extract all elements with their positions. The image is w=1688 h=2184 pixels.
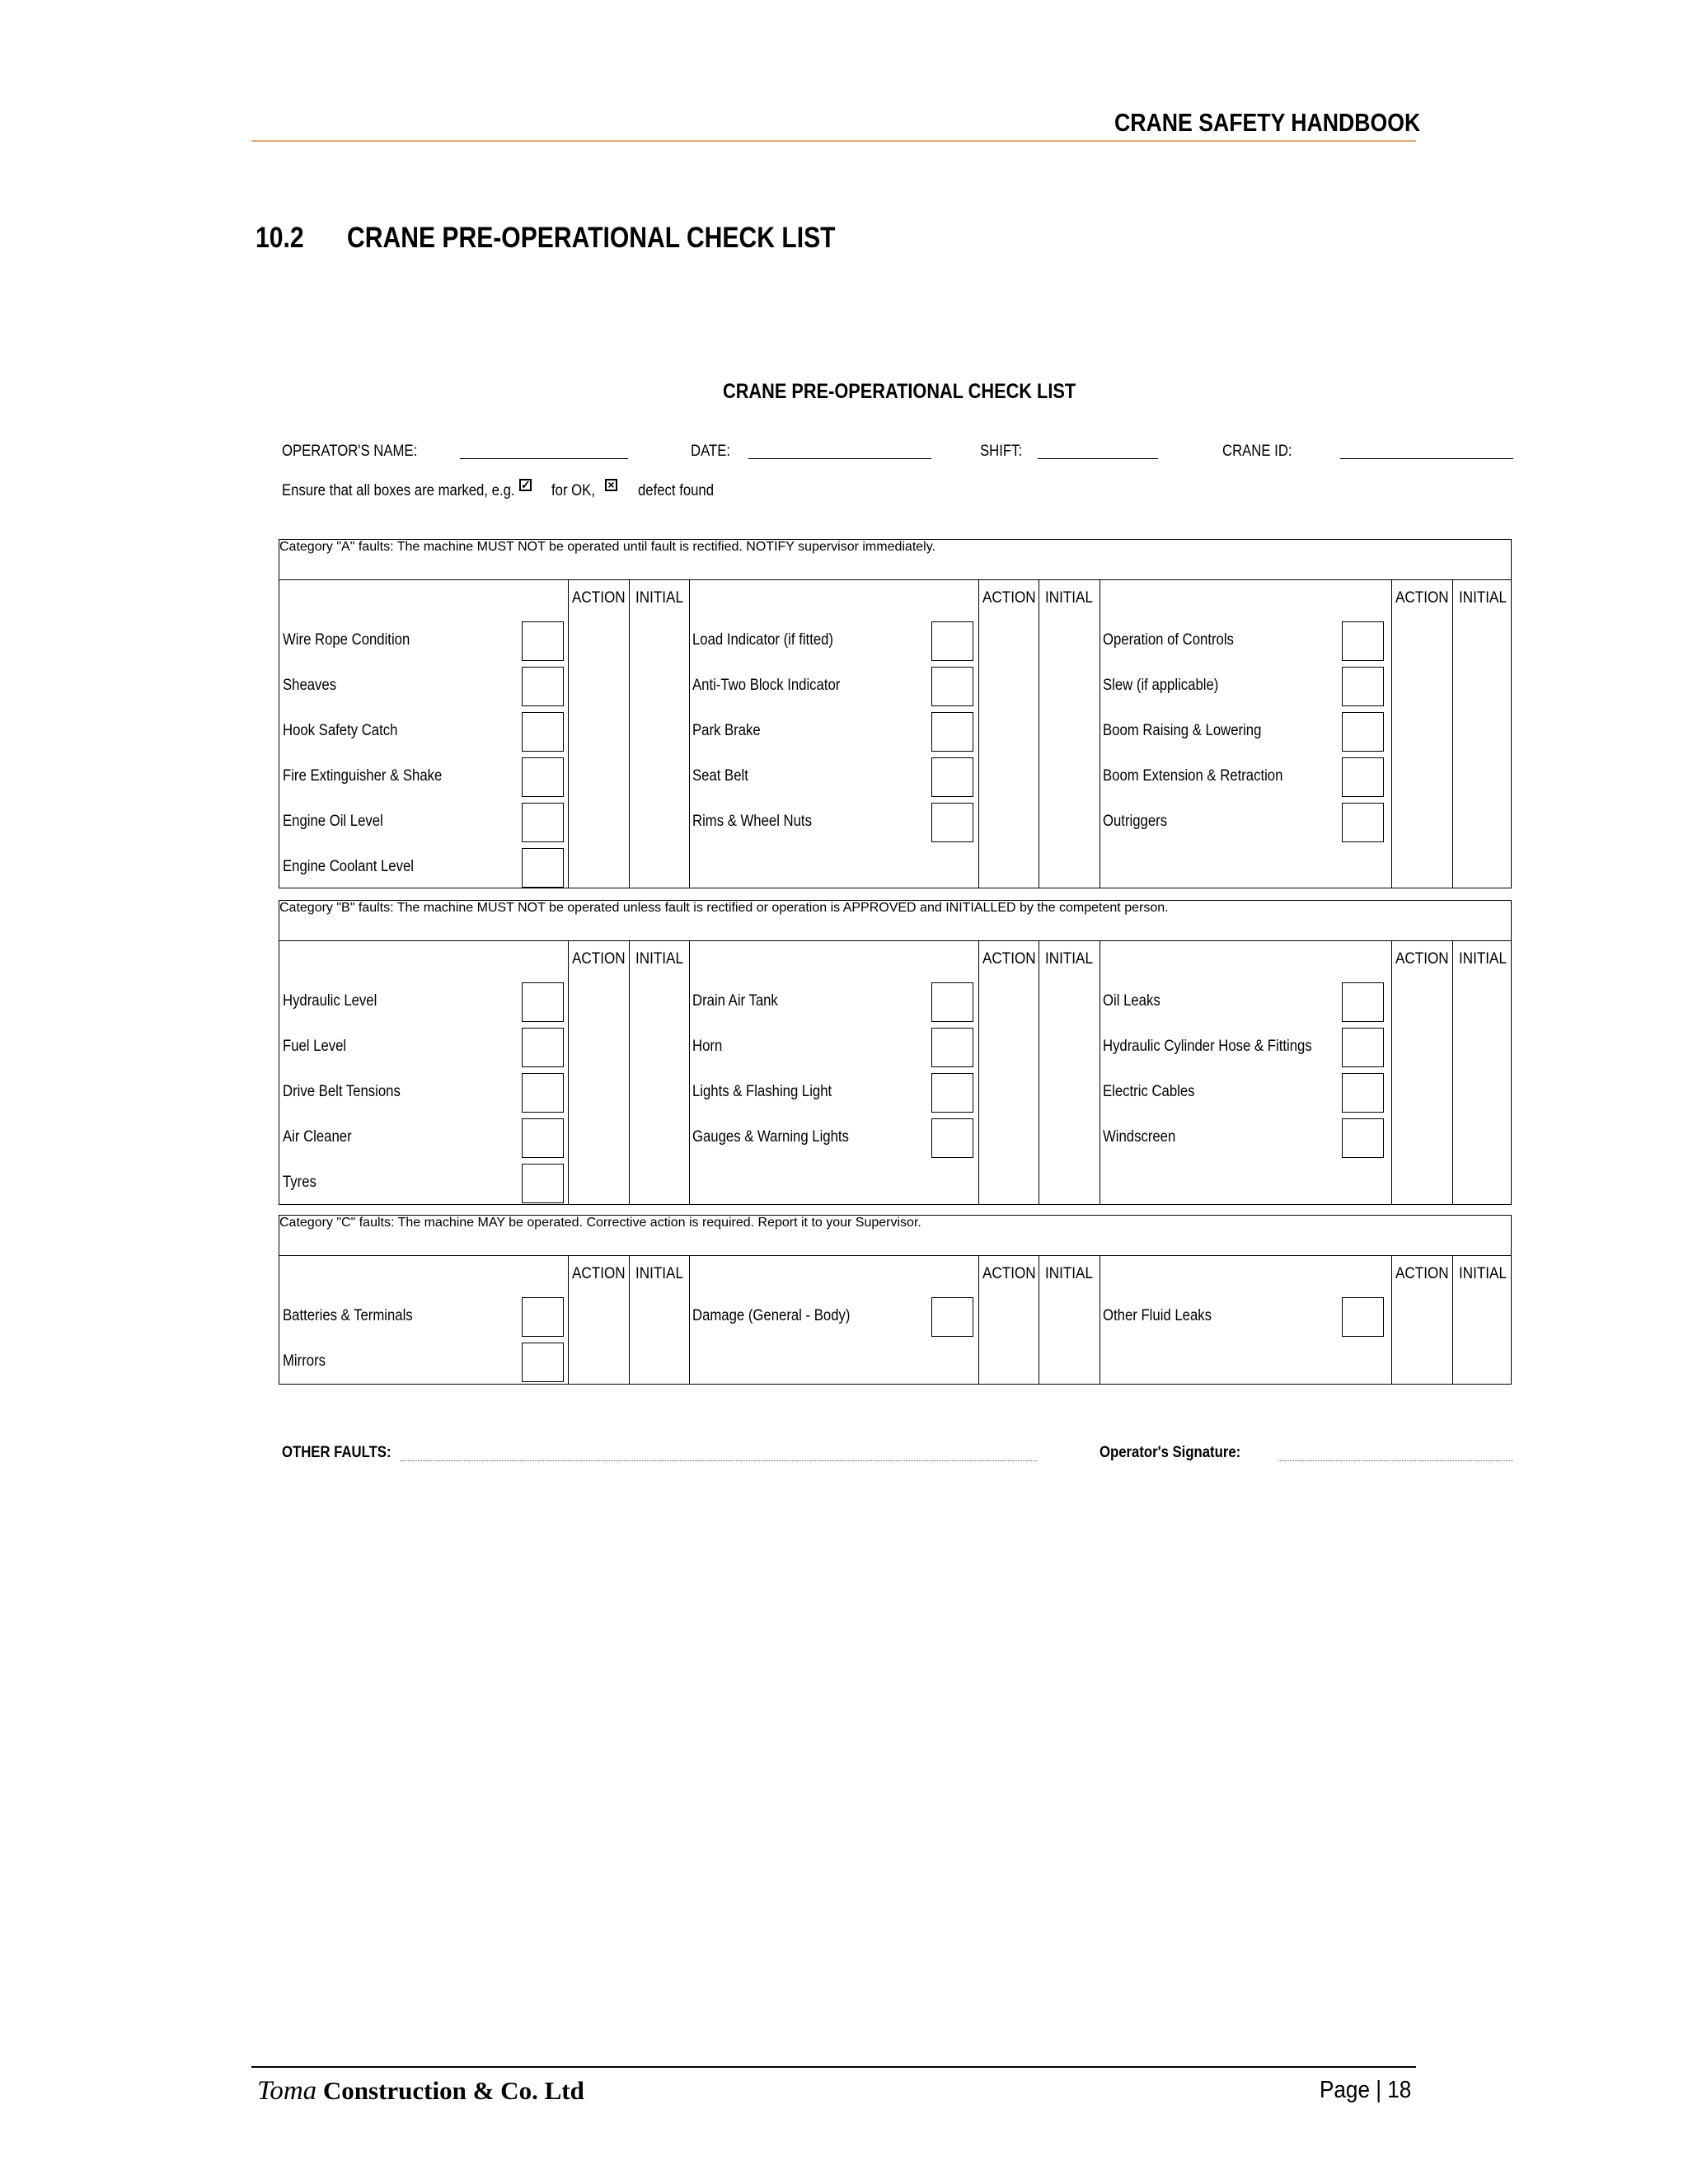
initial-column-header: INITIAL — [1459, 950, 1507, 968]
checkbox[interactable] — [1342, 757, 1384, 797]
checklist-item-label: Seat Belt — [692, 767, 748, 785]
action-column-header: ACTION — [982, 950, 1036, 968]
checkbox[interactable] — [1342, 1297, 1384, 1337]
action-column-header: ACTION — [982, 1265, 1036, 1282]
checkbox[interactable] — [1342, 712, 1384, 752]
checklist-item-label: Hook Safety Catch — [283, 722, 398, 739]
checklist-item-label: Operation of Controls — [1103, 631, 1234, 649]
column-divider — [1391, 1256, 1392, 1384]
defect-text: defect found — [638, 482, 715, 499]
category-c-heading: Category "C" faults: The machine MAY be operated. Corrective action is required. Report it to your Supervisor. — [279, 1216, 921, 1230]
handbook-title: CRANE SAFETY HANDBOOK — [1114, 108, 1421, 137]
action-column-header: ACTION — [982, 589, 1036, 607]
shift-field[interactable] — [1038, 458, 1158, 459]
category-c-table — [279, 1215, 1512, 1385]
action-column-header: ACTION — [1395, 1265, 1449, 1282]
checkbox[interactable] — [522, 1028, 564, 1067]
column-divider — [1391, 941, 1392, 1204]
category-b-heading: Category "B" faults: The machine MUST NOT be operated unless fault is rectified or operation is APPROVED and INITIALLED by the competent person. — [279, 901, 1169, 915]
checklist-item-label: Tyres — [283, 1174, 316, 1191]
checkbox[interactable] — [522, 621, 564, 661]
operator-name-label: OPERATOR'S NAME: — [282, 443, 418, 460]
column-divider — [629, 941, 630, 1204]
checkbox[interactable] — [522, 1297, 564, 1337]
checklist-item-label: Anti-Two Block Indicator — [692, 677, 841, 694]
checklist-item-label: Hydraulic Cylinder Hose & Fittings — [1103, 1038, 1312, 1055]
checkbox[interactable] — [522, 757, 564, 797]
checklist-item-label: Slew (if applicable) — [1103, 677, 1219, 694]
initial-column-header: INITIAL — [635, 950, 683, 968]
checklist-item-label: Oil Leaks — [1103, 992, 1160, 1010]
action-column-header: ACTION — [1395, 950, 1449, 968]
checkbox[interactable] — [931, 982, 973, 1022]
section-number: 10.2 — [256, 222, 304, 254]
header-rule — [251, 140, 1416, 142]
initial-column-header: INITIAL — [1045, 1265, 1093, 1282]
checklist-item-label: Horn — [692, 1038, 723, 1055]
action-column-header: ACTION — [1395, 589, 1449, 607]
checkbox[interactable] — [931, 621, 973, 661]
checkbox[interactable] — [522, 1073, 564, 1113]
category-a-header — [279, 540, 1511, 580]
crossed-example-icon: × — [605, 479, 617, 491]
column-divider — [978, 941, 979, 1204]
category-c-header — [279, 1216, 1511, 1256]
action-column-header: ACTION — [572, 950, 626, 968]
checkbox[interactable] — [931, 712, 973, 752]
action-column-header: ACTION — [572, 589, 626, 607]
checkbox[interactable] — [1342, 1073, 1384, 1113]
checklist-item-label: Sheaves — [283, 677, 337, 694]
checkbox[interactable] — [931, 667, 973, 706]
checklist-item-label: Wire Rope Condition — [283, 631, 410, 649]
company-script: Toma — [257, 2076, 317, 2106]
form-title: CRANE PRE-OPERATIONAL CHECK LIST — [723, 380, 1076, 403]
initial-column-header: INITIAL — [1045, 589, 1093, 607]
column-divider — [978, 1256, 979, 1384]
checkbox[interactable] — [931, 1028, 973, 1067]
checklist-item-label: Drain Air Tank — [692, 992, 778, 1010]
date-label: DATE: — [691, 443, 731, 460]
column-divider — [1452, 580, 1453, 888]
section-title: CRANE PRE-OPERATIONAL CHECK LIST — [347, 222, 836, 254]
date-field[interactable] — [748, 458, 931, 459]
other-faults-field[interactable] — [400, 1460, 1037, 1461]
checkbox[interactable] — [1342, 803, 1384, 842]
checkbox[interactable] — [931, 1073, 973, 1113]
checklist-item-label: Air Cleaner — [283, 1128, 352, 1146]
checkbox[interactable] — [522, 803, 564, 842]
checklist-item-label: Electric Cables — [1103, 1083, 1195, 1100]
checklist-item-label: Boom Extension & Retraction — [1103, 767, 1283, 785]
checkbox[interactable] — [522, 1164, 564, 1203]
company-rest: Construction & Co. Ltd — [316, 2076, 584, 2105]
checkbox[interactable] — [1342, 667, 1384, 706]
column-divider — [1452, 1256, 1453, 1384]
category-a-heading: Category "A" faults: The machine MUST NOT be operated until fault is rectified. NOTIFY supervisor immediately. — [279, 540, 935, 554]
checkbox[interactable] — [522, 667, 564, 706]
checkbox[interactable] — [1342, 1028, 1384, 1067]
checkbox[interactable] — [931, 1297, 973, 1337]
initial-column-header: INITIAL — [635, 589, 683, 607]
checkbox[interactable] — [522, 848, 564, 888]
checklist-item-label: Outriggers — [1103, 813, 1168, 830]
footer-rule — [251, 2066, 1416, 2068]
checkbox[interactable] — [931, 1118, 973, 1158]
signature-field[interactable] — [1278, 1460, 1513, 1461]
checklist-item-label: Drive Belt Tensions — [283, 1083, 401, 1100]
page-number: Page | 18 — [1320, 2077, 1412, 2103]
checkbox[interactable] — [931, 803, 973, 842]
initial-column-header: INITIAL — [1459, 1265, 1507, 1282]
operator-name-field[interactable] — [460, 458, 628, 459]
checkbox[interactable] — [522, 712, 564, 752]
checklist-item-label: Engine Coolant Level — [283, 858, 414, 875]
checklist-item-label: Fire Extinguisher & Shake — [283, 767, 443, 785]
checkbox[interactable] — [522, 1118, 564, 1158]
column-divider — [629, 1256, 630, 1384]
checklist-item-label: Gauges & Warning Lights — [692, 1128, 849, 1146]
shift-label: SHIFT: — [980, 443, 1023, 460]
column-divider — [1452, 941, 1453, 1204]
column-divider — [568, 580, 569, 888]
crane-id-field[interactable] — [1340, 458, 1513, 459]
instructions-text: Ensure that all boxes are marked, e.g. — [282, 482, 515, 499]
column-divider — [568, 1256, 569, 1384]
checklist-item-label: Fuel Level — [283, 1038, 347, 1055]
checklist-item-label: Batteries & Terminals — [283, 1307, 413, 1324]
checklist-item-label: Windscreen — [1103, 1128, 1176, 1146]
checklist-item-label: Damage (General - Body) — [692, 1307, 851, 1324]
checklist-item-label: Park Brake — [692, 722, 761, 739]
category-b-header — [279, 901, 1511, 941]
column-divider — [568, 941, 569, 1204]
checkbox[interactable] — [522, 1343, 564, 1382]
initial-column-header: INITIAL — [635, 1265, 683, 1282]
checkbox[interactable] — [931, 757, 973, 797]
checkbox[interactable] — [522, 982, 564, 1022]
checkbox[interactable] — [1342, 1118, 1384, 1158]
checkbox[interactable] — [1342, 982, 1384, 1022]
initial-column-header: INITIAL — [1459, 589, 1507, 607]
checklist-item-label: Mirrors — [283, 1352, 326, 1370]
column-divider — [978, 580, 979, 888]
checklist-item-label: Lights & Flashing Light — [692, 1083, 832, 1100]
checklist-item-label: Boom Raising & Lowering — [1103, 722, 1262, 739]
category-a-table — [279, 539, 1512, 888]
checklist-item-label: Hydraulic Level — [283, 992, 377, 1010]
column-divider — [689, 580, 690, 888]
checklist-item-label: Load Indicator (if fitted) — [692, 631, 834, 649]
signature-label: Operator's Signature: — [1100, 1444, 1241, 1461]
column-divider — [689, 1256, 690, 1384]
company-name — [257, 2076, 584, 2107]
column-divider — [629, 580, 630, 888]
column-divider — [1391, 580, 1392, 888]
column-divider — [689, 941, 690, 1204]
action-column-header: ACTION — [572, 1265, 626, 1282]
checked-example-icon: ✓ — [521, 478, 531, 491]
checklist-item-label: Rims & Wheel Nuts — [692, 813, 812, 830]
category-b-table — [279, 900, 1512, 1205]
initial-column-header: INITIAL — [1045, 950, 1093, 968]
crane-id-label: CRANE ID: — [1222, 443, 1292, 460]
other-faults-label: OTHER FAULTS: — [282, 1444, 392, 1461]
checklist-item-label: Other Fluid Leaks — [1103, 1307, 1212, 1324]
ok-text: for OK, — [551, 482, 595, 499]
checklist-item-label: Engine Oil Level — [283, 813, 383, 830]
checkbox[interactable] — [1342, 621, 1384, 661]
